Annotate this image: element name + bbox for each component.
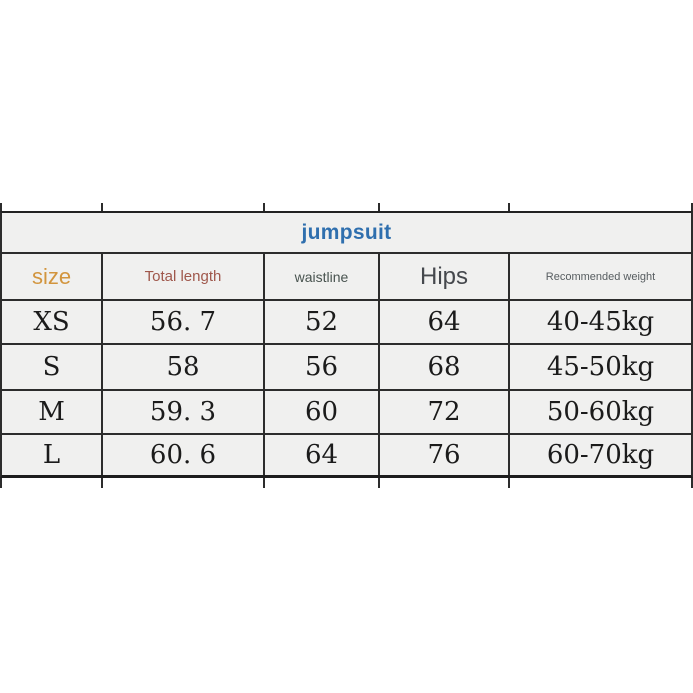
cell-l-total-length: 60. 6	[103, 435, 265, 475]
cell-l-size: L	[2, 435, 103, 475]
cell-m-hips: 72	[380, 391, 510, 435]
size-chart-table	[0, 211, 693, 478]
size-chart	[0, 203, 693, 488]
border-stub	[378, 478, 380, 488]
cell-xs-size: XS	[2, 301, 103, 345]
column-header-recommended-weight: Recommended weight	[510, 254, 691, 301]
border-stub	[378, 203, 380, 211]
cell-l-hips: 76	[380, 435, 510, 475]
cell-xs-waistline: 52	[265, 301, 380, 345]
cell-s-hips: 68	[380, 345, 510, 391]
cell-l-waistline: 64	[265, 435, 380, 475]
border-stub	[0, 478, 2, 488]
border-stub	[508, 478, 510, 488]
border-stub	[101, 478, 103, 488]
cell-m-weight: 50-60kg	[510, 391, 691, 435]
cell-s-weight: 45-50kg	[510, 345, 691, 391]
cell-s-waistline: 56	[265, 345, 380, 391]
cell-s-total-length: 58	[103, 345, 265, 391]
table-title: jumpsuit	[2, 213, 691, 254]
cutoff-row-above	[0, 203, 693, 211]
column-header-waistline: waistline	[265, 254, 380, 301]
column-header-total-length: Total length	[103, 254, 265, 301]
border-stub	[0, 203, 2, 211]
border-stub	[101, 203, 103, 211]
border-stub	[263, 478, 265, 488]
border-stub	[263, 203, 265, 211]
border-stub	[508, 203, 510, 211]
column-header-hips: Hips	[380, 254, 510, 301]
cell-s-size: S	[2, 345, 103, 391]
cell-m-total-length: 59. 3	[103, 391, 265, 435]
column-header-size: size	[2, 254, 103, 301]
cell-xs-hips: 64	[380, 301, 510, 345]
cutoff-row-below	[0, 478, 693, 488]
cell-m-waistline: 60	[265, 391, 380, 435]
cell-xs-weight: 40-45kg	[510, 301, 691, 345]
cell-xs-total-length: 56. 7	[103, 301, 265, 345]
cell-m-size: M	[2, 391, 103, 435]
cell-l-weight: 60-70kg	[546, 440, 655, 470]
